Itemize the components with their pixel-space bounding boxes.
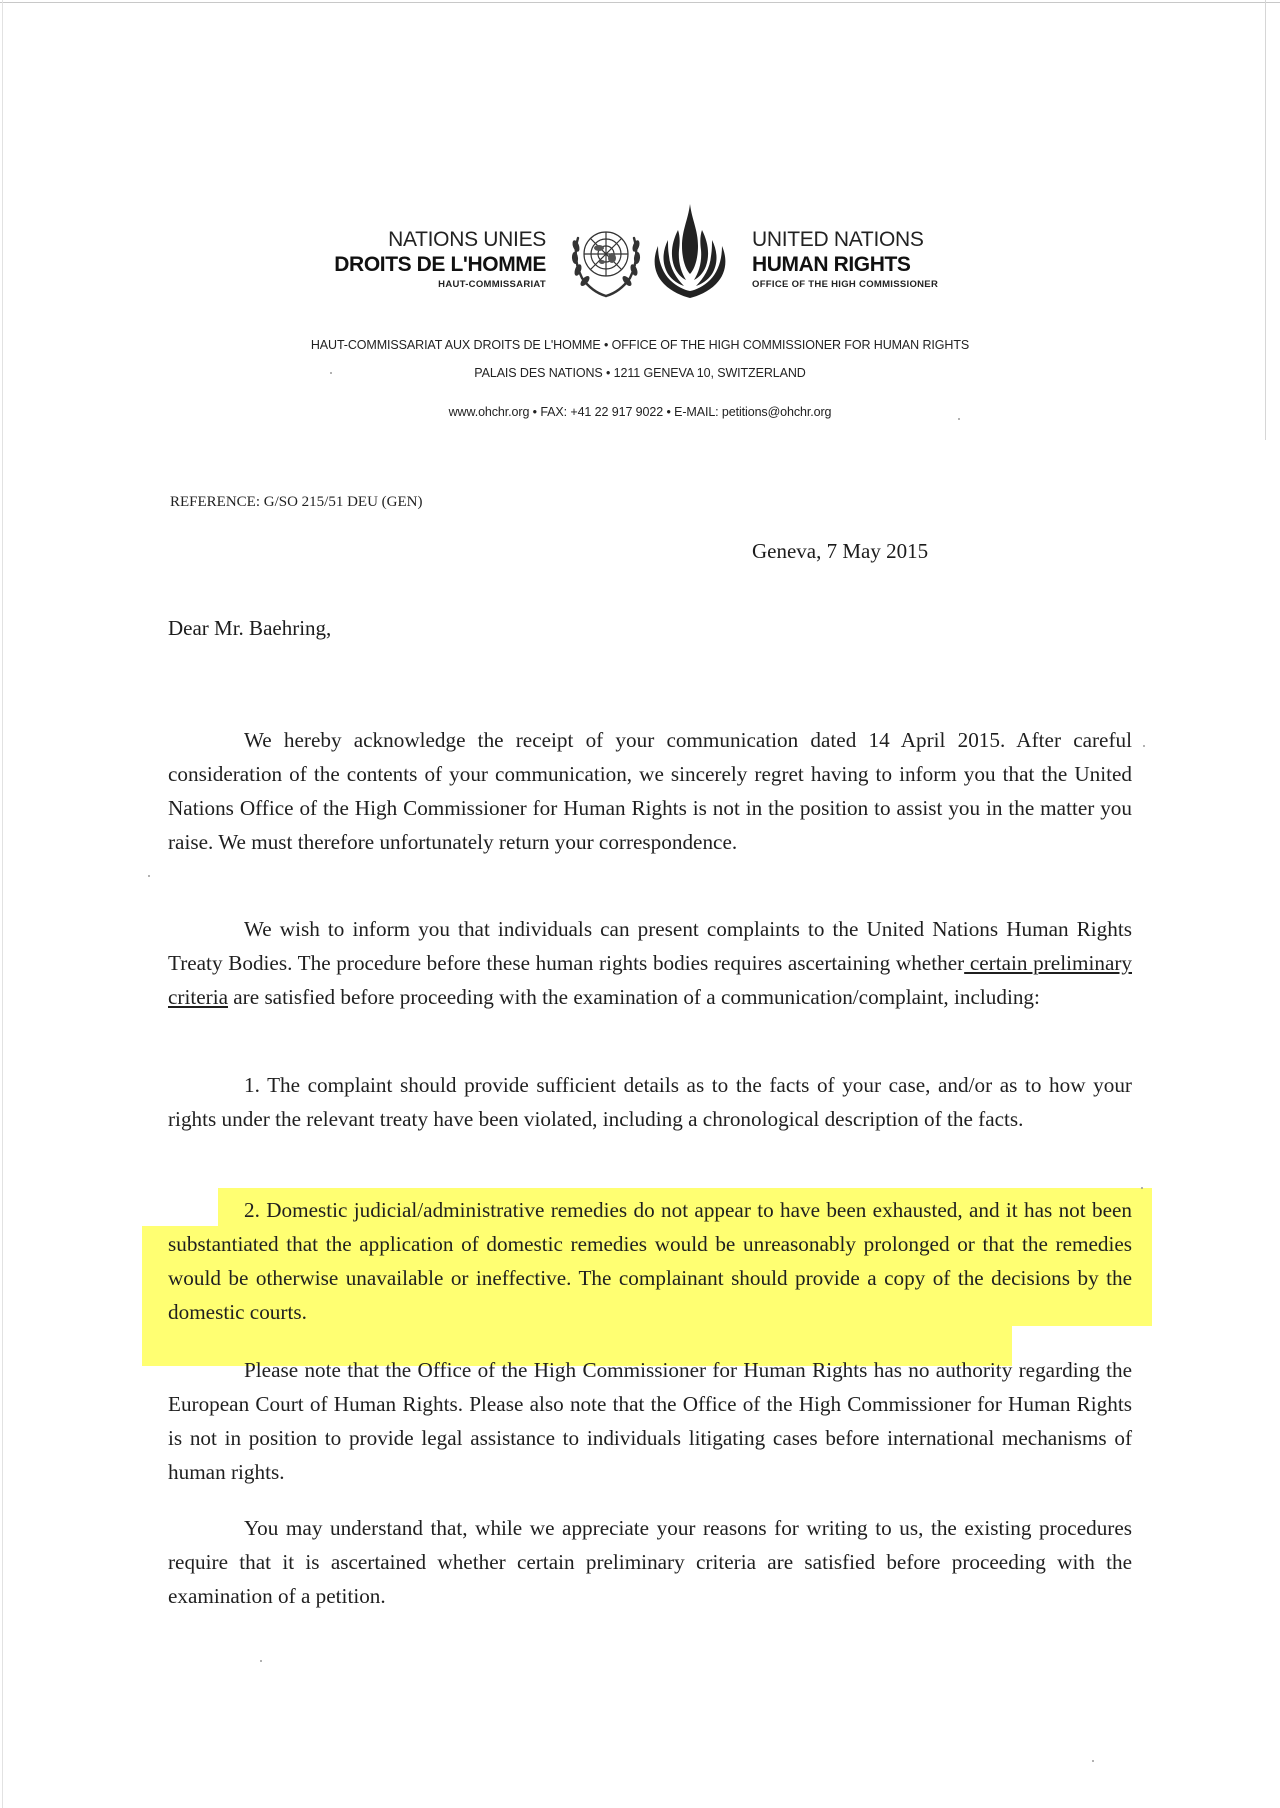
criterion-2-highlighted: 2. Domestic judicial/administrative remedies do not appear to have been exhausted, and it has not been substantiated that the application of domestic remedies would be unreasonably prolonged or that the remedies would be otherwise unavailable or ineffective. The complainant should provide a copy of the decisions by the domestic courts. — [168, 1198, 1132, 1324]
letterhead-fr-line1: NATIONS UNIES — [388, 228, 546, 251]
scan-speck — [1092, 1760, 1094, 1762]
scan-speck — [330, 372, 332, 374]
page-edge — [2, 0, 3, 1808]
scan-speck — [1143, 745, 1145, 747]
letterhead-fr-line2: DROITS DE L'HOMME — [334, 253, 546, 276]
letterhead-en-line3: OFFICE OF THE HIGH COMMISSIONER — [752, 279, 939, 290]
paragraph-text: are satisfied before proceeding with the examination of a communication/complaint, including: — [227, 985, 1040, 1009]
office-location-line: PALAIS DES NATIONS • 1211 GENEVA 10, SWITZERLAND — [474, 366, 806, 380]
letterhead-en-line2: HUMAN RIGHTS — [752, 253, 911, 276]
underlined-phrase: certain preliminary criteria — [168, 951, 1132, 1009]
letterhead-french — [300, 228, 546, 292]
reference-number: REFERENCE: G/SO 215/51 DEU (GEN) — [170, 494, 423, 510]
salutation: Dear Mr. Baehring, — [168, 616, 332, 640]
paragraph-closing: You may understand that, while we appreciate your reasons for writing to us, the existing procedures require that it is ascertained whether certain preliminary criteria are satisfied before proceeding with the examination of a petition. — [168, 1516, 1132, 1608]
un-emblem-icon — [568, 218, 644, 302]
office-address-line: HAUT-COMMISSARIAT AUX DROITS DE L'HOMME • OFFICE OF THE HIGH COMMISSIONER FOR HUMAN RIGHTS — [310, 338, 970, 352]
paragraph-treaty-bodies — [168, 912, 1132, 1014]
scan-speck — [148, 875, 150, 877]
scan-speck — [260, 1660, 262, 1662]
criterion-1: 1. The complaint should provide sufficient details as to the facts of your case, and/or as to how your rights under the relevant treaty have been violated, including a chronological description of the facts. — [168, 1073, 1132, 1131]
letterhead-fr-line3: HAUT-COMMISSARIAT — [438, 279, 546, 290]
scan-speck — [1141, 1187, 1143, 1189]
paragraph-text: We wish to inform you that individuals can present complaints to the United Nations Human Rights Treaty Bodies. The procedure before these human rights bodies requires ascertaining whether — [168, 917, 1132, 975]
paragraph-authority-note: Please note that the Office of the High Commissioner for Human Rights has no authority regarding the European Court of Human Rights. Please also note that the Office of the High Commissioner for Human Rights is not in position to provide legal assistance to individuals litigating cases before international mechanisms of human rights. — [168, 1358, 1132, 1484]
ohchr-flame-emblem-icon — [648, 200, 732, 306]
scan-speck — [958, 418, 960, 420]
letterhead-en-line1: UNITED NATIONS — [752, 228, 924, 251]
paragraph-acknowledgement: We hereby acknowledge the receipt of your communication dated 14 April 2015. After careful consideration of the contents of your communication, we sincerely regret having to inform you that the United Nations Office of the High Commissioner for Human Rights is not in the position to assist you in the matter you raise. We must therefore unfortunately return your correspondence. — [168, 728, 1132, 854]
contact-line: www.ohchr.org • FAX: +41 22 917 9022 • E-MAIL: petitions@ohchr.org — [448, 405, 832, 419]
letterhead-english — [752, 228, 1012, 292]
letter-date: Geneva, 7 May 2015 — [752, 539, 929, 563]
page-edge — [0, 2, 1280, 3]
